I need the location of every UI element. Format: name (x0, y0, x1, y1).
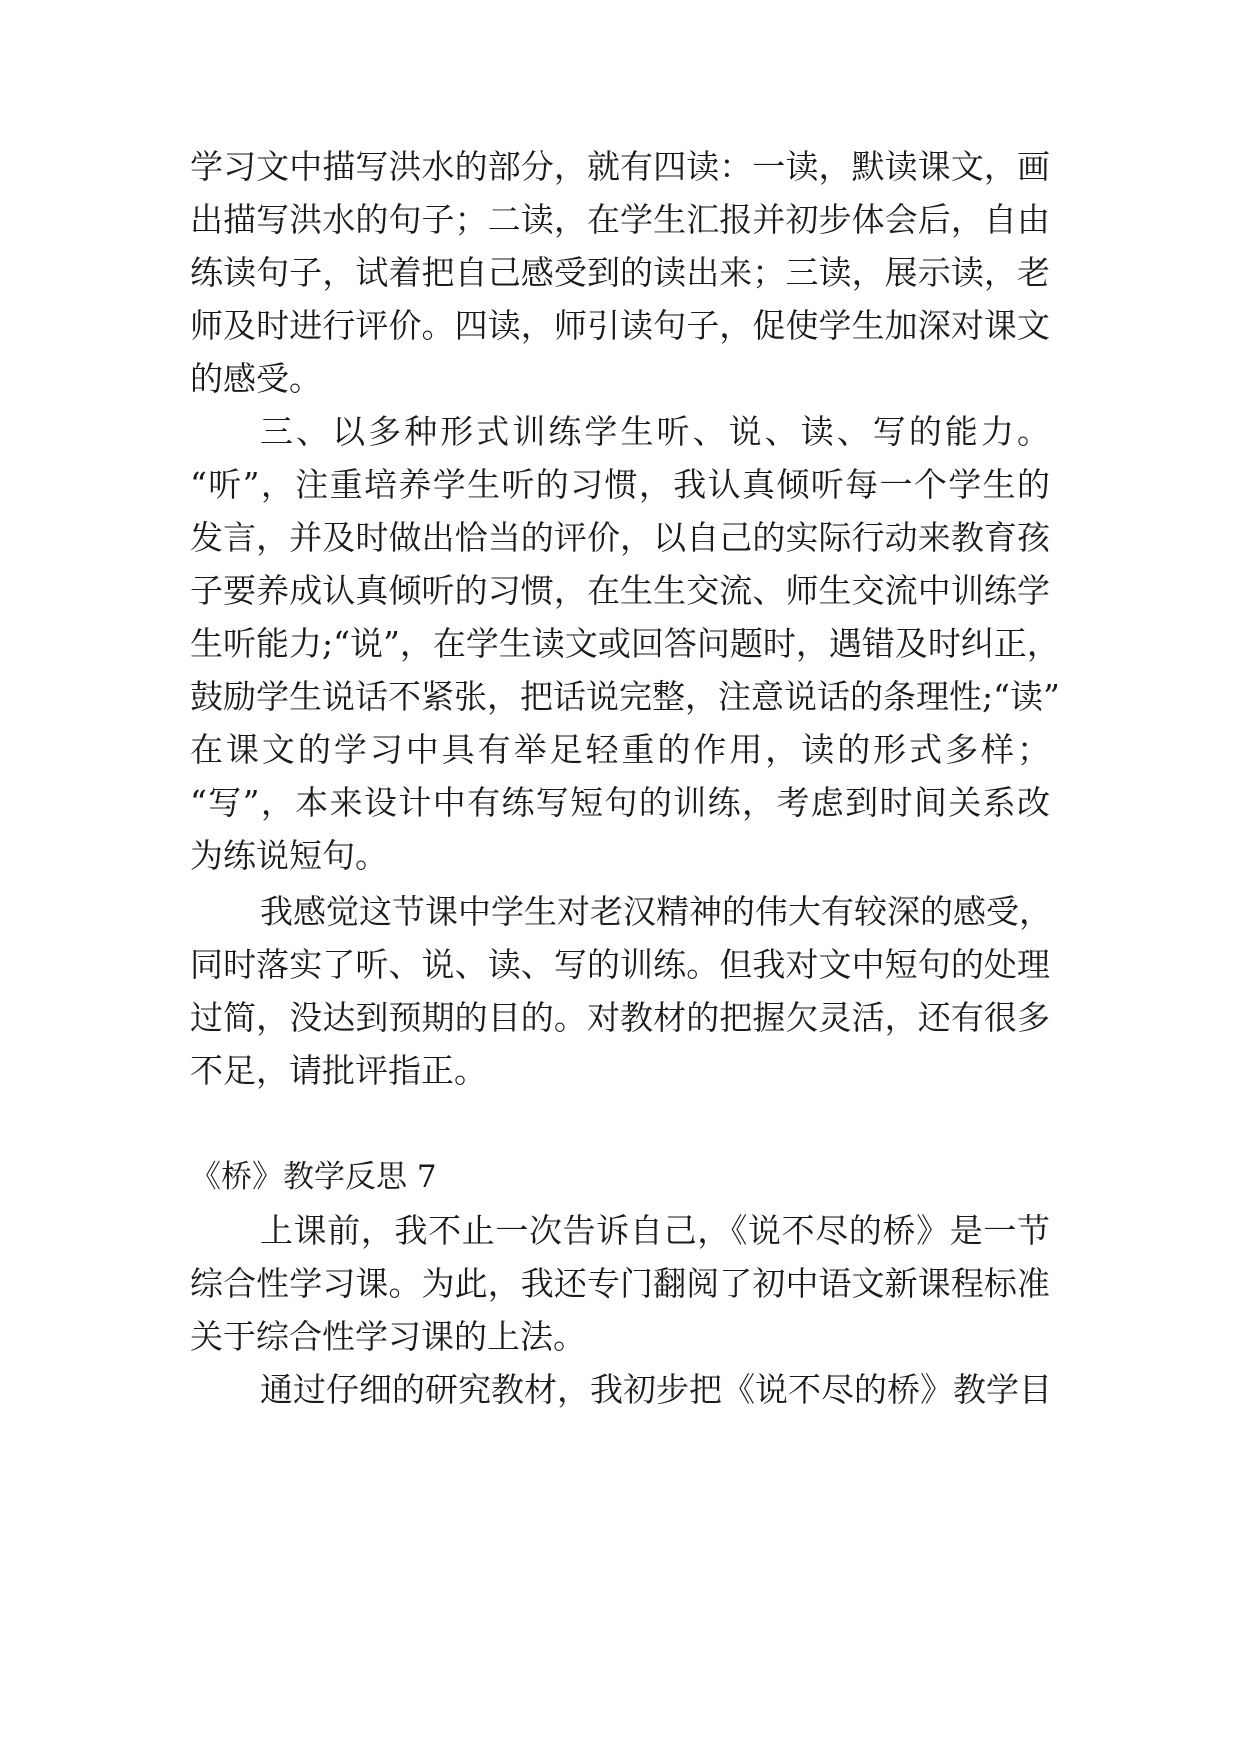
text-line: 上课前，我不止一次告诉自己，《说不尽的桥》是一节 (260, 1211, 1050, 1250)
section-heading: 《桥》教学反思 7 (190, 1159, 437, 1195)
text-line: 为练说短句。 (190, 836, 388, 875)
text-line: 发言，并及时做出恰当的评价，以自己的实际行动来教育孩 (190, 518, 1050, 557)
text-line: 的感受。 (190, 359, 322, 398)
text-line: 练读句子，试着把自己感受到的读出来；三读，展示读，老 (190, 253, 1050, 292)
text-line: 师及时进行评价。四读，师引读句子，促使学生加深对课文 (190, 306, 1050, 345)
text-line: 在课文的学习中具有举足轻重的作用，读的形式多样； (190, 730, 1050, 769)
text-line: 生听能力;“说”，在学生读文或回答问题时，遇错及时纠正， (190, 624, 1060, 663)
text-line: 过简，没达到预期的目的。对教材的把握欠灵活，还有很多 (190, 998, 1050, 1037)
text-line: 同时落实了听、说、读、写的训练。但我对文中短句的处理 (190, 945, 1050, 984)
text-line: 鼓励学生说话不紧张，把话说完整，注意说话的条理性;“读” (190, 677, 1060, 716)
text-line: 关于综合性学习课的上法。 (190, 1317, 586, 1356)
text-line: 三、以多种形式训练学生听、说、读、写的能力。 (260, 412, 1050, 451)
text-line: 通过仔细的研究教材，我初步把《说不尽的桥》教学目 (260, 1370, 1052, 1409)
text-line: 综合性学习课。为此，我还专门翻阅了初中语文新课程标准 (190, 1264, 1050, 1303)
text-line: “听”，注重培养学生听的习惯，我认真倾听每一个学生的 (190, 465, 1050, 504)
text-line: 不足，请批评指正。 (190, 1051, 487, 1090)
text-line: 子要养成认真倾听的习惯，在生生交流、师生交流中训练学 (190, 571, 1050, 610)
text-line: 我感觉这节课中学生对老汉精神的伟大有较深的感受， (260, 892, 1052, 931)
text-line: 学习文中描写洪水的部分，就有四读：一读，默读课文，画 (190, 147, 1050, 186)
text-line: 出描写洪水的句子；二读，在学生汇报并初步体会后，自由 (190, 200, 1050, 239)
text-line: “写”，本来设计中有练写短句的训练，考虑到时间关系改 (190, 783, 1050, 822)
